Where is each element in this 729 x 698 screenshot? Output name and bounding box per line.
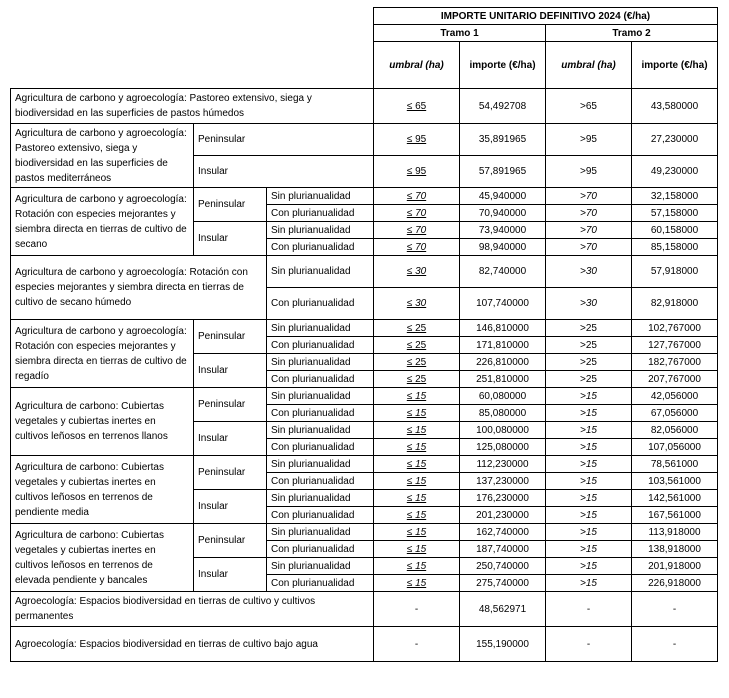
type-label: Sin plurianualidad (267, 422, 374, 439)
importe2-cell: 142,561000 (632, 490, 718, 507)
importe2-cell: 67,056000 (632, 405, 718, 422)
umbral2-cell: >15 (546, 558, 632, 575)
row-label: Agroecología: Espacios biodiversidad en tierras de cultivo bajo agua (11, 627, 374, 662)
region-label: Insular (194, 222, 267, 256)
importe2-cell: 42,056000 (632, 388, 718, 405)
umbral2-cell: >15 (546, 541, 632, 558)
table-row (11, 592, 718, 627)
umbral1-cell: ≤ 15 (374, 507, 460, 524)
importe1-cell: 85,080000 (460, 405, 546, 422)
row-label: Agricultura de carbono y agroecología: Rotación con especies mejorantes y siembra directa en tierras de cultivo de secano (11, 188, 194, 256)
umbral2-cell: >95 (546, 124, 632, 156)
importe2-cell: 201,918000 (632, 558, 718, 575)
table-row (11, 320, 718, 337)
importe1-cell: 100,080000 (460, 422, 546, 439)
importe1-cell: 48,562971 (460, 592, 546, 627)
umbral2-cell: >70 (546, 188, 632, 205)
importe2-cell: 107,056000 (632, 439, 718, 456)
umbral2-header: umbral (ha) (546, 42, 632, 89)
table-row (11, 388, 718, 405)
umbral1-cell: ≤ 15 (374, 405, 460, 422)
importe2-cell: 60,158000 (632, 222, 718, 239)
type-label: Sin plurianualidad (267, 354, 374, 371)
row-label: Agricultura de carbono: Cubiertas vegetales y cubiertas inertes en cultivos leñosos en terrenos de elevada pendiente y bancales (11, 524, 194, 592)
umbral1-cell: ≤ 15 (374, 388, 460, 405)
umbral1-cell: ≤ 65 (374, 89, 460, 124)
importe1-cell: 98,940000 (460, 239, 546, 256)
importe2-cell: 32,158000 (632, 188, 718, 205)
row-label: Agricultura de carbono y agroecología: Rotación con especies mejorantes y siembra directa en tierras de cultivo de secano húmedo (11, 256, 267, 320)
importe1-cell: 57,891965 (460, 156, 546, 188)
table-row (11, 188, 718, 205)
umbral2-cell: >30 (546, 256, 632, 288)
umbral1-cell: ≤ 15 (374, 456, 460, 473)
umbral2-cell: - (546, 627, 632, 662)
umbral1-cell: ≤ 95 (374, 124, 460, 156)
umbral1-cell: ≤ 70 (374, 188, 460, 205)
table-row (11, 456, 718, 473)
umbral1-cell: ≤ 15 (374, 575, 460, 592)
region-label: Insular (194, 422, 267, 456)
importe2-cell: 82,056000 (632, 422, 718, 439)
importe1-cell: 171,810000 (460, 337, 546, 354)
importe1-cell: 54,492708 (460, 89, 546, 124)
umbral1-cell: - (374, 627, 460, 662)
importe2-cell: 78,561000 (632, 456, 718, 473)
type-label: Con plurianualidad (267, 337, 374, 354)
importe1-cell: 107,740000 (460, 288, 546, 320)
type-label: Con plurianualidad (267, 575, 374, 592)
umbral1-cell: ≤ 15 (374, 490, 460, 507)
type-label: Con plurianualidad (267, 405, 374, 422)
umbral2-cell: >25 (546, 320, 632, 337)
row-label: Agricultura de carbono: Cubiertas vegetales y cubiertas inertes en cultivos leñosos en terrenos llanos (11, 388, 194, 456)
umbral2-cell: >15 (546, 439, 632, 456)
umbral2-cell: >15 (546, 405, 632, 422)
importe1-cell: 226,810000 (460, 354, 546, 371)
region-label: Insular (194, 354, 267, 388)
umbral2-cell: >25 (546, 337, 632, 354)
tramo2-header: Tramo 2 (546, 25, 718, 42)
umbral2-cell: >70 (546, 222, 632, 239)
type-label: Sin plurianualidad (267, 524, 374, 541)
table-row (11, 524, 718, 541)
type-label: Con plurianualidad (267, 371, 374, 388)
umbral1-cell: ≤ 30 (374, 288, 460, 320)
umbral2-cell: >70 (546, 205, 632, 222)
region-label: Peninsular (194, 388, 267, 422)
umbral1-cell: ≤ 15 (374, 439, 460, 456)
importe1-cell: 201,230000 (460, 507, 546, 524)
umbral1-cell: - (374, 592, 460, 627)
importe2-cell: 57,158000 (632, 205, 718, 222)
importe2-header: importe (€/ha) (632, 42, 718, 89)
importe1-cell: 45,940000 (460, 188, 546, 205)
importe1-cell: 176,230000 (460, 490, 546, 507)
umbral2-cell: >25 (546, 354, 632, 371)
type-label: Con plurianualidad (267, 507, 374, 524)
umbral2-cell: >15 (546, 388, 632, 405)
importe1-cell: 155,190000 (460, 627, 546, 662)
region-label: Insular (194, 490, 267, 524)
region-label: Insular (194, 156, 374, 188)
type-label: Sin plurianualidad (267, 558, 374, 575)
importe2-cell: 226,918000 (632, 575, 718, 592)
row-label: Agricultura de carbono y agroecología: Rotación con especies mejorantes y siembra directa en tierras de cultivo de regadío (11, 320, 194, 388)
type-label: Sin plurianualidad (267, 256, 374, 288)
umbral1-cell: ≤ 15 (374, 422, 460, 439)
importe1-cell: 112,230000 (460, 456, 546, 473)
row-label: Agroecología: Espacios biodiversidad en tierras de cultivo y cultivos permanentes (11, 592, 374, 627)
umbral2-cell: >15 (546, 422, 632, 439)
row-label: Agricultura de carbono: Cubiertas vegetales y cubiertas inertes en cultivos leñosos en terrenos de pendiente media (11, 456, 194, 524)
region-label: Insular (194, 558, 267, 592)
region-label: Peninsular (194, 524, 267, 558)
umbral2-cell: >15 (546, 456, 632, 473)
tramo1-header: Tramo 1 (374, 25, 546, 42)
importe2-cell: 182,767000 (632, 354, 718, 371)
region-label: Peninsular (194, 188, 267, 222)
umbral2-cell: >15 (546, 490, 632, 507)
umbral2-cell: >25 (546, 371, 632, 388)
importe2-cell: 82,918000 (632, 288, 718, 320)
importe2-cell: 167,561000 (632, 507, 718, 524)
umbral1-header: umbral (ha) (374, 42, 460, 89)
table-row (11, 627, 718, 662)
importe1-cell: 187,740000 (460, 541, 546, 558)
importe2-cell: 49,230000 (632, 156, 718, 188)
umbral1-cell: ≤ 25 (374, 371, 460, 388)
importe2-cell: 27,230000 (632, 124, 718, 156)
importe2-cell: 113,918000 (632, 524, 718, 541)
umbral1-cell: ≤ 30 (374, 256, 460, 288)
importe1-cell: 250,740000 (460, 558, 546, 575)
importe2-cell: 207,767000 (632, 371, 718, 388)
importe1-cell: 146,810000 (460, 320, 546, 337)
umbral2-cell: >15 (546, 524, 632, 541)
umbral1-cell: ≤ 15 (374, 524, 460, 541)
importe2-cell: 127,767000 (632, 337, 718, 354)
umbral1-cell: ≤ 70 (374, 205, 460, 222)
importe2-cell: - (632, 627, 718, 662)
type-label: Sin plurianualidad (267, 456, 374, 473)
type-label: Con plurianualidad (267, 239, 374, 256)
umbral1-cell: ≤ 25 (374, 320, 460, 337)
umbral2-cell: >30 (546, 288, 632, 320)
region-label: Peninsular (194, 320, 267, 354)
region-label: Peninsular (194, 124, 374, 156)
umbral2-cell: >15 (546, 507, 632, 524)
importe2-cell: - (632, 592, 718, 627)
importe1-cell: 73,940000 (460, 222, 546, 239)
importe2-cell: 138,918000 (632, 541, 718, 558)
umbral1-cell: ≤ 70 (374, 239, 460, 256)
importe2-cell: 43,580000 (632, 89, 718, 124)
importe1-cell: 162,740000 (460, 524, 546, 541)
importe1-cell: 275,740000 (460, 575, 546, 592)
type-label: Con plurianualidad (267, 439, 374, 456)
umbral2-cell: >95 (546, 156, 632, 188)
region-label: Peninsular (194, 456, 267, 490)
type-label: Sin plurianualidad (267, 490, 374, 507)
type-label: Sin plurianualidad (267, 222, 374, 239)
type-label: Sin plurianualidad (267, 388, 374, 405)
umbral1-cell: ≤ 15 (374, 473, 460, 490)
type-label: Con plurianualidad (267, 205, 374, 222)
header-blank (11, 8, 374, 89)
importe1-cell: 70,940000 (460, 205, 546, 222)
table-title: IMPORTE UNITARIO DEFINITIVO 2024 (€/ha) (374, 8, 718, 25)
umbral1-cell: ≤ 15 (374, 541, 460, 558)
payment-table (10, 7, 718, 662)
row-label: Agricultura de carbono y agroecología: Pastoreo extensivo, siega y biodiversidad en las superficies de pastos mediterráneos (11, 124, 194, 188)
type-label: Con plurianualidad (267, 541, 374, 558)
umbral1-cell: ≤ 25 (374, 354, 460, 371)
umbral2-cell: >15 (546, 575, 632, 592)
importe1-header: importe (€/ha) (460, 42, 546, 89)
umbral2-cell: >15 (546, 473, 632, 490)
importe2-cell: 85,158000 (632, 239, 718, 256)
umbral1-cell: ≤ 95 (374, 156, 460, 188)
importe1-cell: 60,080000 (460, 388, 546, 405)
row-label: Agricultura de carbono y agroecología: Pastoreo extensivo, siega y biodiversidad en las superficies de pastos húmedos (11, 89, 374, 124)
importe2-cell: 57,918000 (632, 256, 718, 288)
type-label: Sin plurianualidad (267, 188, 374, 205)
type-label: Con plurianualidad (267, 288, 374, 320)
type-label: Con plurianualidad (267, 473, 374, 490)
importe2-cell: 103,561000 (632, 473, 718, 490)
type-label: Sin plurianualidad (267, 320, 374, 337)
umbral2-cell: >65 (546, 89, 632, 124)
importe1-cell: 82,740000 (460, 256, 546, 288)
umbral1-cell: ≤ 25 (374, 337, 460, 354)
table-row (11, 89, 718, 124)
importe1-cell: 35,891965 (460, 124, 546, 156)
umbral1-cell: ≤ 70 (374, 222, 460, 239)
importe1-cell: 251,810000 (460, 371, 546, 388)
table-row (11, 256, 718, 288)
importe2-cell: 102,767000 (632, 320, 718, 337)
umbral1-cell: ≤ 15 (374, 558, 460, 575)
importe1-cell: 137,230000 (460, 473, 546, 490)
umbral2-cell: >70 (546, 239, 632, 256)
table-row (11, 124, 718, 156)
umbral2-cell: - (546, 592, 632, 627)
importe1-cell: 125,080000 (460, 439, 546, 456)
